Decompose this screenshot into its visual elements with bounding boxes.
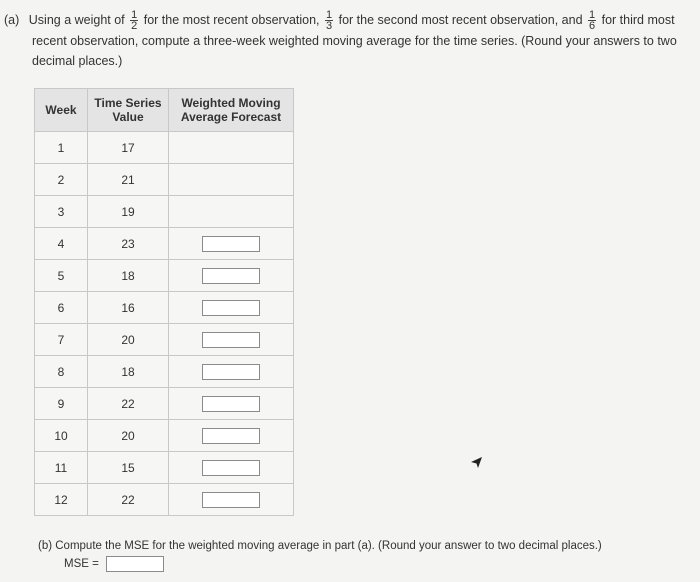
forecast-cell — [169, 228, 294, 260]
time-series-value-cell: 15 — [88, 452, 169, 484]
question-line-2: recent observation, compute a three-week weighted moving average for the time series. (Round your answers to two — [32, 34, 677, 49]
forecast-cell — [169, 196, 294, 228]
time-series-value-cell: 20 — [88, 420, 169, 452]
forecast-cell — [169, 324, 294, 356]
time-series-value-cell: 23 — [88, 228, 169, 260]
forecast-input-week-4[interactable] — [202, 236, 260, 252]
time-series-value-cell: 21 — [88, 164, 169, 196]
forecast-input-week-10[interactable] — [202, 428, 260, 444]
forecast-cell — [169, 388, 294, 420]
week-cell: 10 — [35, 420, 88, 452]
forecast-input-week-5[interactable] — [202, 268, 260, 284]
time-series-value-cell: 19 — [88, 196, 169, 228]
time-series-value-cell: 18 — [88, 260, 169, 292]
fraction-one-third: $\frac{1}{3}$ — [326, 9, 333, 33]
table-row — [35, 324, 294, 356]
forecast-cell — [169, 132, 294, 164]
time-series-value-cell: 22 — [88, 388, 169, 420]
week-cell: 6 — [35, 292, 88, 324]
question-part-a — [4, 10, 694, 71]
week-cell: 8 — [35, 356, 88, 388]
table-row — [35, 260, 294, 292]
part-a-text-1: Using a weight of — [28, 13, 125, 27]
header-forecast: Weighted Moving Average Forecast — [169, 89, 294, 132]
forecast-input-week-6[interactable] — [202, 300, 260, 316]
table-row — [35, 420, 294, 452]
time-series-value-cell: 18 — [88, 356, 169, 388]
time-series-value-cell: 16 — [88, 292, 169, 324]
mse-label: MSE = — [64, 558, 99, 571]
part-a-text-4: for third most — [601, 13, 675, 27]
part-a-label: (a) — [4, 13, 20, 27]
table-row — [35, 292, 294, 324]
week-cell: 3 — [35, 196, 88, 228]
week-cell: 7 — [35, 324, 88, 356]
week-cell: 2 — [35, 164, 88, 196]
question-line-3: decimal places.) — [32, 54, 123, 69]
part-a-text-2: for the most recent observation, — [143, 13, 320, 27]
mse-input[interactable] — [106, 556, 164, 572]
time-series-table — [34, 88, 294, 516]
question-part-b: (b) Compute the MSE for the weighted moving average in part (a). (Round your answer to two decimal places.) — [38, 540, 602, 552]
table-row — [35, 164, 294, 196]
forecast-cell — [169, 420, 294, 452]
week-cell: 4 — [35, 228, 88, 260]
week-cell: 1 — [35, 132, 88, 164]
fraction-one-half: $\frac{1}{2}$ — [131, 9, 138, 33]
header-time-series-value: Time Series Value — [88, 89, 169, 132]
table-row — [35, 132, 294, 164]
table-row — [35, 452, 294, 484]
table-row — [35, 196, 294, 228]
time-series-value-cell: 17 — [88, 132, 169, 164]
forecast-input-week-9[interactable] — [202, 396, 260, 412]
part-a-text-3: for the second most recent observation, and — [338, 13, 583, 27]
forecast-cell — [169, 292, 294, 324]
mouse-pointer-icon — [470, 455, 484, 469]
week-cell: 9 — [35, 388, 88, 420]
forecast-cell — [169, 164, 294, 196]
forecast-input-week-11[interactable] — [202, 460, 260, 476]
forecast-cell — [169, 452, 294, 484]
week-cell: 5 — [35, 260, 88, 292]
forecast-input-week-7[interactable] — [202, 332, 260, 348]
table-row — [35, 228, 294, 260]
forecast-cell — [169, 484, 294, 516]
week-cell: 11 — [35, 452, 88, 484]
week-cell: 12 — [35, 484, 88, 516]
table-row — [35, 484, 294, 516]
header-week: Week — [35, 89, 88, 132]
forecast-cell — [169, 356, 294, 388]
time-series-value-cell: 20 — [88, 324, 169, 356]
forecast-input-week-8[interactable] — [202, 364, 260, 380]
forecast-input-week-12[interactable] — [202, 492, 260, 508]
time-series-value-cell: 22 — [88, 484, 169, 516]
table-row — [35, 356, 294, 388]
forecast-cell — [169, 260, 294, 292]
table-header-row — [35, 89, 294, 132]
question-line-1 — [4, 10, 694, 31]
table-row — [35, 388, 294, 420]
mse-row — [64, 556, 164, 572]
fraction-one-sixth: $\frac{1}{6}$ — [589, 9, 596, 33]
